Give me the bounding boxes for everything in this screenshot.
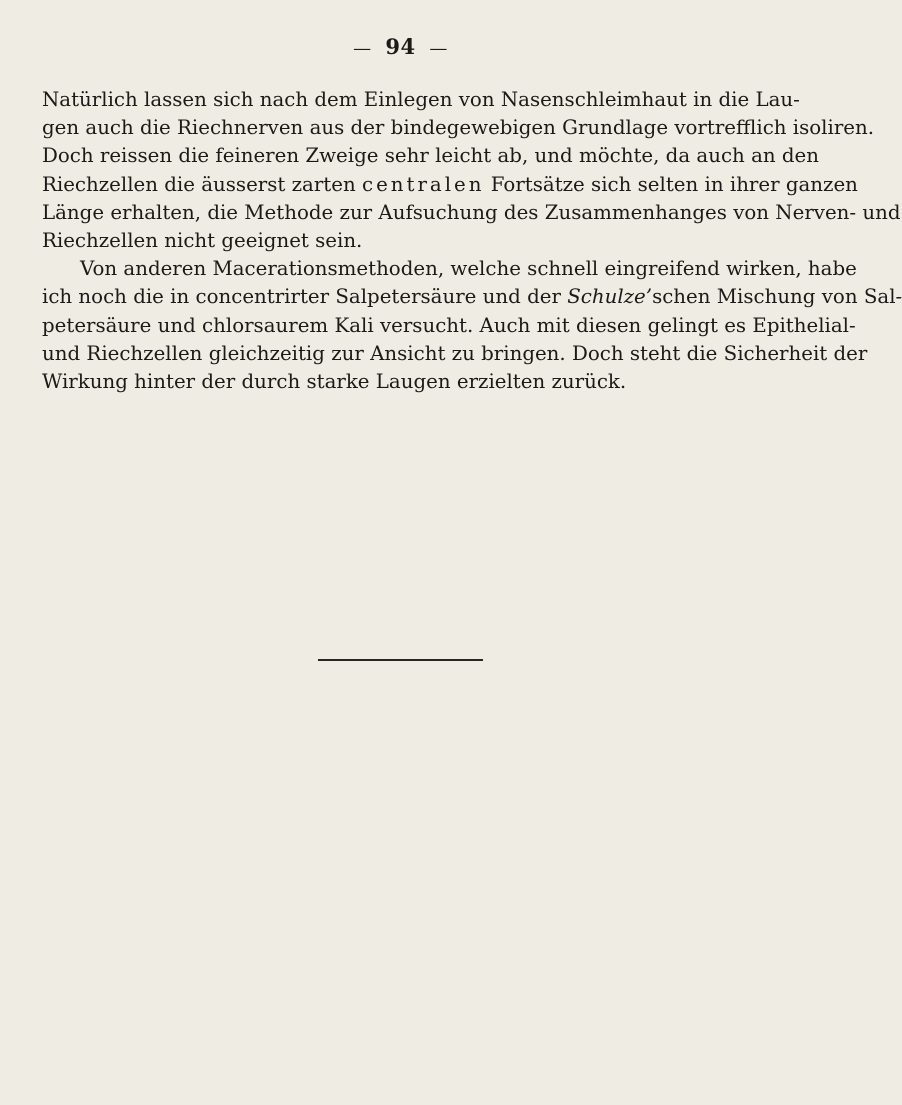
text-segment: schen Mischung von Sal- [652, 285, 902, 309]
text-segment: Fortsätze sich selten in ihrer ganzen [484, 172, 858, 196]
page-number: 94 [385, 34, 416, 59]
text-line: Natürlich lassen sich nach dem Einlegen von Nasenschleimhaut in die Lau- [42, 88, 800, 111]
text-line: Länge erhalten, die Methode zur Aufsuchung des Zusammenhanges von Nerven- und [42, 200, 901, 224]
text-line [42, 171, 858, 199]
page-number-dash-left: — [353, 38, 372, 59]
section-divider-rule [318, 659, 483, 661]
emphasized-word: centralen [362, 172, 485, 196]
text-line: Wirkung hinter der durch starke Laugen erzielten zurück. [42, 369, 627, 393]
text-line: Doch reissen die feineren Zweige sehr leicht ab, und möchte, da auch an den [42, 144, 819, 168]
body-text [42, 86, 902, 396]
text-line: Von anderen Macerationsmethoden, welche schnell eingreifend wirken, habe [80, 257, 857, 281]
page-number-dash-right: — [429, 38, 448, 59]
text-segment: Riechzellen die äusserst zarten [42, 172, 362, 196]
text-line: Riechzellen nicht geeignet sein. [42, 228, 363, 252]
page-number-header [0, 34, 801, 59]
author-name: Schulze’ [567, 285, 653, 309]
text-line: petersäure und chlorsaurem Kali versucht. Auch mit diesen gelingt es Epithelial- [42, 313, 856, 337]
text-line: gen auch die Riechnerven aus der bindegewebigen Grundlage vortrefflich isoliren. [42, 116, 875, 140]
text-segment: ich noch die in concentrirter Salpetersäure und der [42, 285, 568, 309]
text-line: und Riechzellen gleichzeitig zur Ansicht zu bringen. Doch steht die Sicherheit der [42, 341, 868, 365]
text-line [42, 283, 902, 311]
